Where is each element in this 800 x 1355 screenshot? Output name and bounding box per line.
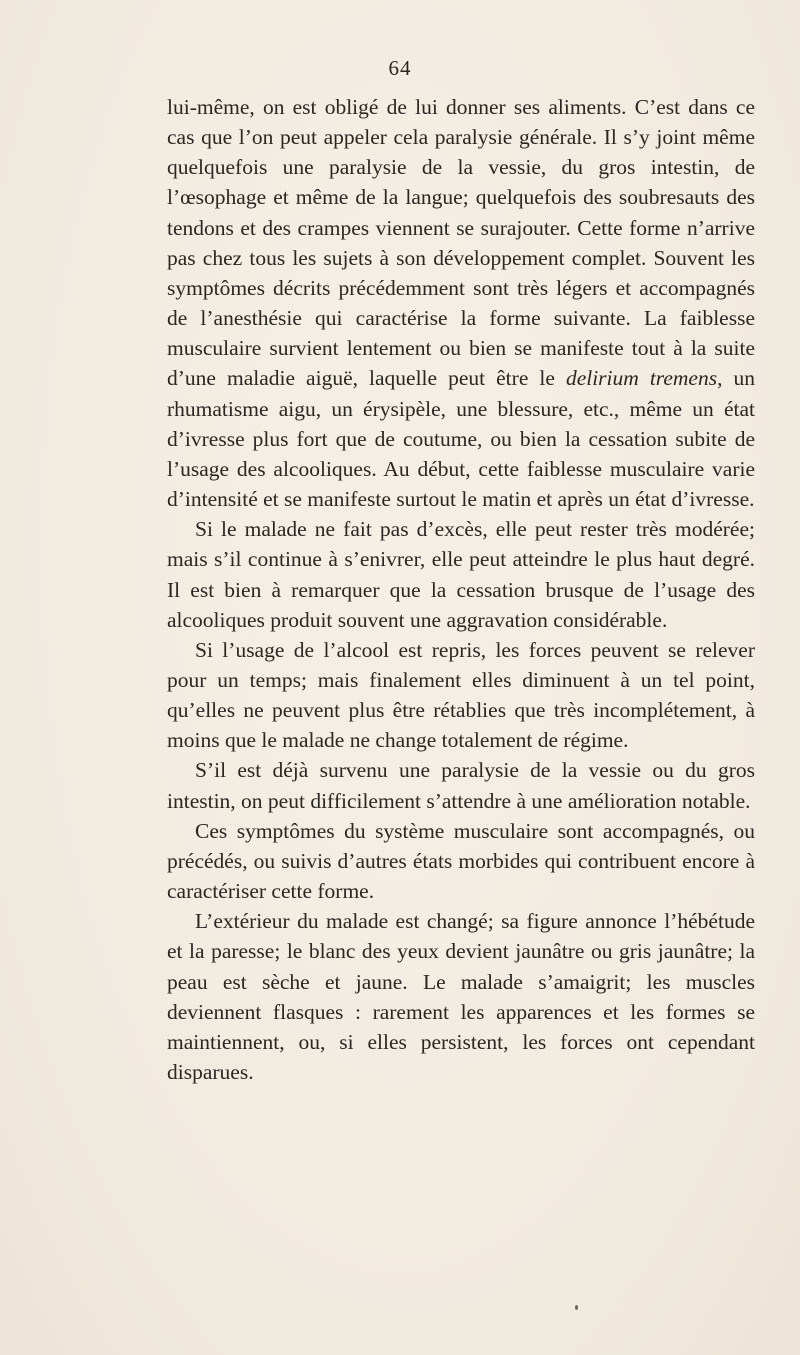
- paragraph-6: L’extérieur du malade est changé; sa figure annonce l’hébétude et la paresse; le blanc des yeux devient jaunâtre ou gris jaunâtre; la peau est sèche et jaune. Le malade s’amaigrit; les muscles deviennent flasques : rarement les apparences et les formes se maintiennent, ou, si elles persistent, les forces ont cependant disparues.: [167, 909, 755, 1084]
- paragraph-3: Si l’usage de l’alcool est repris, les forces peuvent se relever pour un temps; mais finalement elles diminuent à un tel point, qu’elles ne peuvent plus être rétablies que très incomplétement, à moins que le malade ne change totalement de régime.: [167, 637, 755, 753]
- body-text: [167, 92, 755, 1087]
- paragraph-1-text-end: , un rhumatisme aigu, un érysipèle, une blessure, etc., même un état d’ivresse plus fort que de coutume, ou bien la cessation subite de l’usage des alcooliques. Au début, cette faiblesse musculaire varie d’intensité et se manifeste surtout le matin et après un état d’ivresse.: [167, 366, 755, 512]
- paragraph-1-text-start: lui-même, on est obligé de lui donner ses aliments. C’est dans ce cas que l’on peut appeler cela paralysie générale. Il s’y joint même quelquefois une paralysie de la vessie, du gros intestin, de l’œsophage et même de la langue; quelquefois des soubresauts des tendons et des crampes viennent se surajouter. Cette forme n’arrive pas chez tous les sujets à son développement complet. Souvent les symptômes décrits précédemment sont très légers et accompagnés de l’anesthésie qui caractérise la forme suivante. La faiblesse musculaire survient lentement ou bien se manifeste tout à la suite d’une maladie aiguë, laquelle peut être le: [167, 95, 755, 391]
- paragraph-2: Si le malade ne fait pas d’excès, elle peut rester très modérée; mais s’il continue à s’enivrer, elle peut atteindre le plus haut degré. Il est bien à remarquer que la cessation brusque de l’usage des alcooliques produit souvent une aggravation considérable.: [167, 517, 755, 632]
- page-number: 64: [388, 56, 412, 80]
- paper-speck: [575, 1305, 578, 1310]
- paragraph-1: [167, 92, 755, 514]
- paragraph-4: S’il est déjà survenu une paralysie de la vessie ou du gros intestin, on peut difficilement s’attendre à une amélioration notable.: [167, 758, 755, 813]
- italic-term: delirium tremens: [565, 366, 718, 391]
- paragraph-5: Ces symptômes du système musculaire sont accompagnés, ou précédés, ou suivis d’autres états morbides qui contribuent encore à caractériser cette forme.: [167, 818, 755, 904]
